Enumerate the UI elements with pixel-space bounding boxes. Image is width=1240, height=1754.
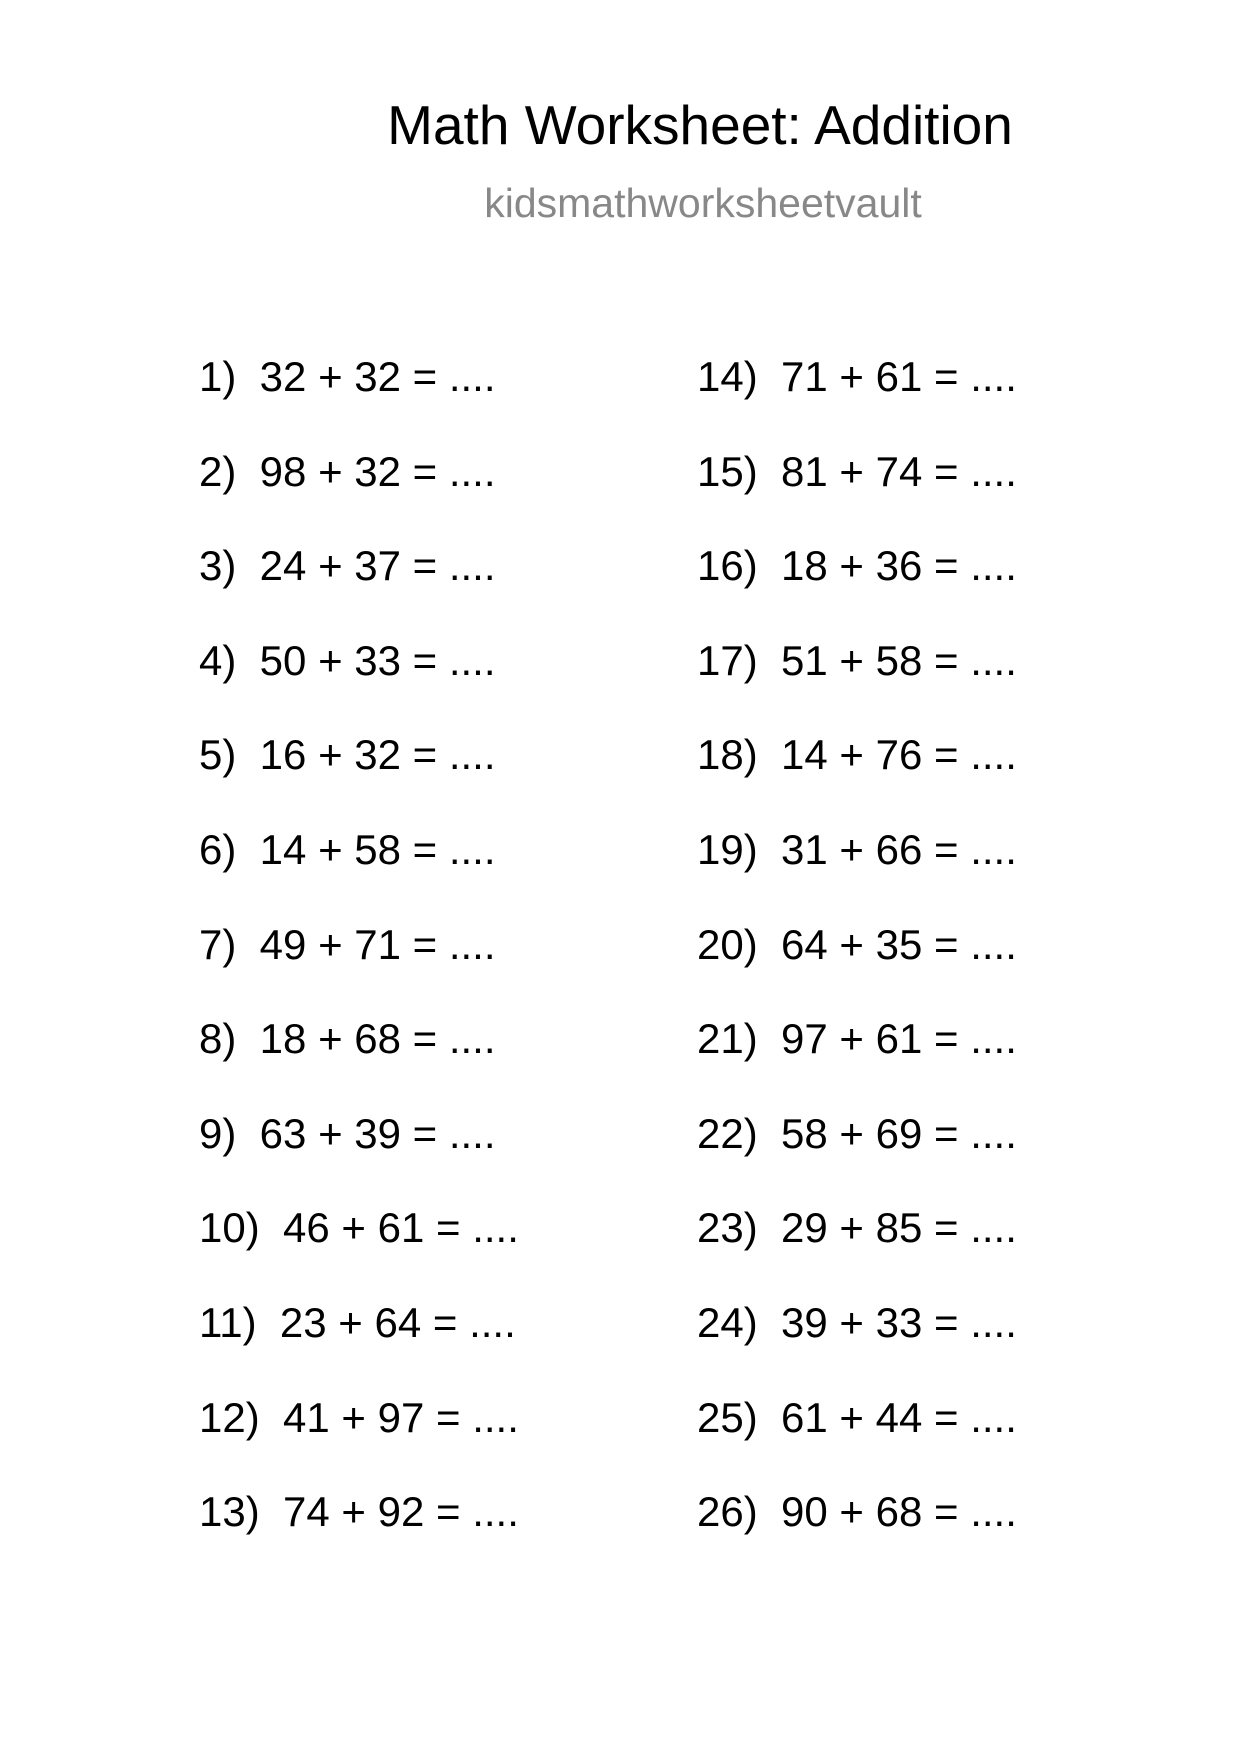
problem-item: 15) 81 + 74 = .... — [697, 447, 1017, 495]
problem-item: 19) 31 + 66 = .... — [697, 825, 1017, 873]
problem-item: 16) 18 + 36 = .... — [697, 542, 1017, 590]
problem-item: 6) 14 + 58 = .... — [199, 825, 496, 873]
problem-item: 23) 29 + 85 = .... — [697, 1204, 1017, 1252]
problems-column-right — [697, 352, 1017, 1582]
page-subtitle: kidsmathworksheetvault — [484, 180, 922, 226]
problem-item: 21) 97 + 61 = .... — [697, 1015, 1017, 1063]
problem-item: 12) 41 + 97 = .... — [199, 1393, 519, 1441]
problem-item: 11) 23 + 64 = .... — [199, 1298, 516, 1346]
problem-item: 18) 14 + 76 = .... — [697, 731, 1017, 779]
problem-item: 17) 51 + 58 = .... — [697, 636, 1017, 684]
problem-item: 4) 50 + 33 = .... — [199, 636, 496, 684]
problem-item: 24) 39 + 33 = .... — [697, 1298, 1017, 1346]
problem-item: 25) 61 + 44 = .... — [697, 1393, 1017, 1441]
problem-item: 2) 98 + 32 = .... — [199, 447, 496, 495]
problem-item: 13) 74 + 92 = .... — [199, 1488, 519, 1536]
problem-item: 8) 18 + 68 = .... — [199, 1015, 496, 1063]
problem-item: 3) 24 + 37 = .... — [199, 542, 496, 590]
problem-item: 1) 32 + 32 = .... — [199, 353, 496, 400]
problem-item: 14) 71 + 61 = .... — [697, 353, 1017, 400]
problem-item: 5) 16 + 32 = .... — [199, 731, 496, 779]
problem-item: 26) 90 + 68 = .... — [697, 1488, 1017, 1536]
problem-item: 9) 63 + 39 = .... — [199, 1109, 496, 1157]
problem-item: 22) 58 + 69 = .... — [697, 1109, 1017, 1157]
page-title: Math Worksheet: Addition — [387, 94, 1013, 156]
problem-item: 10) 46 + 61 = .... — [199, 1204, 519, 1252]
problems-column-left — [199, 352, 519, 1582]
problem-item: 7) 49 + 71 = .... — [199, 920, 496, 968]
problem-item: 20) 64 + 35 = .... — [697, 920, 1017, 968]
